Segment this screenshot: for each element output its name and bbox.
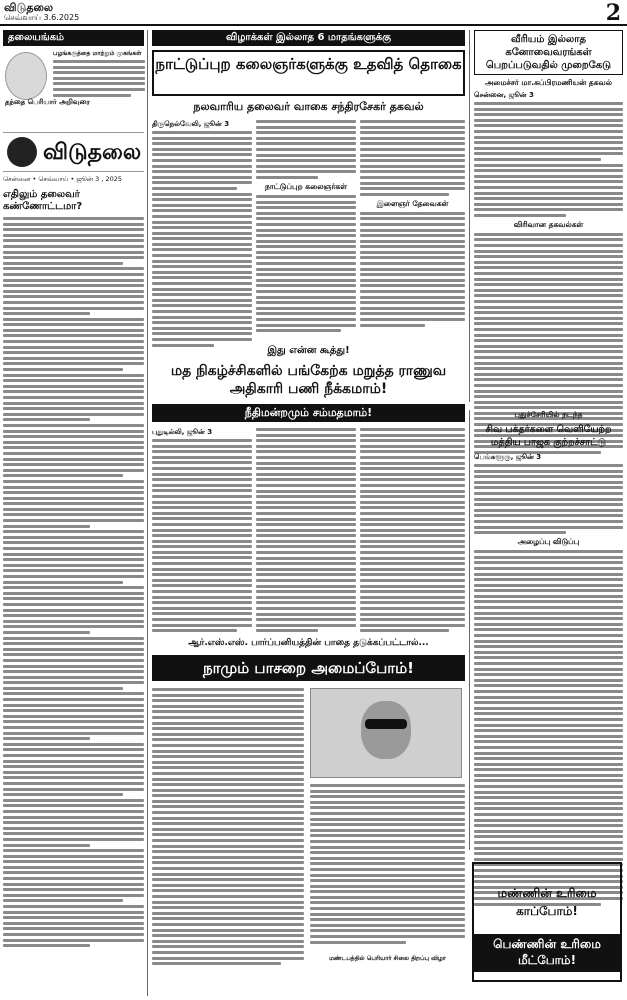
top-story-kicker: விழாக்கள் இல்லாத 6 மாதங்களுக்கு	[152, 30, 465, 46]
portrait-caption: தந்தை பெரியார் அறிவுரை	[5, 98, 90, 106]
mid-story-kicker: இது என்ன கூத்து!	[267, 345, 350, 356]
emblem-icon	[7, 137, 37, 167]
masthead	[0, 0, 627, 26]
right-mid-story	[469, 410, 623, 850]
right-top-section: விரிவான தகவல்கள்	[513, 219, 584, 229]
page-number: 2	[605, 0, 621, 26]
editorial-section-label: தலையங்கம்	[3, 30, 144, 46]
mid-story-headline: மத நிகழ்ச்சிகளில் பங்கேற்க மறுத்த ராணுவ அதிகாரி பணி நீக்கமாம்!	[170, 363, 447, 397]
editorial-headline: எதிலும் தலைவர் கண்ணோட்டமா?	[3, 189, 83, 212]
paper-logo	[3, 132, 144, 172]
slogan-line-2: பெண்ணின் உரிமை மீட்போம்!	[474, 934, 620, 972]
top-story-col2-subhead: நாட்டுப்புற கலைஞர்கள்	[265, 181, 347, 191]
quote-title: பழங்கருத்தை மாற்றும் முகங்கள்	[53, 50, 142, 57]
editorial-body	[3, 217, 144, 947]
bottom-story-headline: நாமும் பாசறை அமைப்போம்!	[152, 655, 465, 681]
top-story-col-3	[360, 120, 465, 329]
top-story-col-2	[256, 120, 356, 335]
right-mid-dateline: பெங்களூரு, ஜூன் 3	[474, 453, 542, 461]
top-story-col3-subhead: இளைஞர் தேவைகள்	[376, 198, 449, 208]
slogan-box	[472, 862, 622, 982]
issue-date: செவ்வாய் 3.6.2025	[4, 13, 80, 22]
slogan-line-1: மண்ணின் உரிமை காப்போம்!	[497, 886, 597, 918]
photo-face	[361, 701, 411, 759]
quote-text	[53, 60, 145, 97]
bottom-story-footer: மண்டபத்தில் பெரியார் சிலை திறப்பு விழா	[329, 955, 446, 962]
right-top-dateline: சென்னை, ஜூன் 3	[474, 91, 534, 99]
right-mid-section: அழைப்பு விடுப்பு	[517, 537, 580, 547]
right-top-subhead: அமைச்சர் மா.சுப்பிரமணியன் தகவல்	[485, 78, 612, 87]
periyar-portrait	[5, 52, 47, 100]
bottom-story-col-1	[152, 688, 304, 968]
top-story-col-1	[152, 120, 252, 349]
bottom-story-col-2	[310, 784, 465, 946]
right-mid-kicker: புதுச்சேரியில் நடந்த	[514, 410, 583, 419]
mid-story-col-1	[152, 428, 252, 635]
right-mid-headline: சிவ பக்தர்களை வெளியேற்ற மத்திய பாஜக குற்றச்சாட்டு	[485, 424, 612, 448]
bottom-story-kicker: ஆர்.எஸ்.எஸ். பார்ப்பனியத்தின் பாதை தடுக்கப்பட்டால்...	[188, 638, 429, 648]
top-story-dateline: திருநெல்வேலி, ஜூன் 3	[152, 120, 230, 128]
periyar-quote-box	[3, 50, 144, 110]
mid-story-col-3	[360, 428, 465, 635]
photo-sunglasses	[365, 719, 407, 729]
paper-name: விடுதலை	[4, 1, 54, 14]
portrait-photo	[310, 688, 462, 778]
logo-name: விடுதலை	[43, 139, 142, 165]
top-story-headline: நாட்டுப்புற கலைஞர்களுக்கு உதவித் தொகை	[152, 50, 465, 96]
editorial-dateline: சென்னை • செவ்வாய் • ஜூன் 3 , 2025	[3, 175, 123, 183]
mid-story-subhead: நீதிமன்றமும் சம்மதமாம்!	[152, 404, 465, 422]
mid-story-col-2	[256, 428, 356, 635]
right-top-story	[469, 30, 623, 402]
top-story-subhead: நலவாரிய தலைவர் வாகை சந்திரசேகர் தகவல்	[193, 100, 424, 113]
right-top-headline: வீரியம் இல்லாத கனோவைவரங்கள் பெறப்படுவதில் முறைகேடு	[474, 30, 623, 75]
mid-story-dateline: புதுடில்லி, ஜூன் 3	[152, 428, 213, 436]
editorial-column	[3, 30, 148, 996]
quote-block	[53, 50, 145, 99]
